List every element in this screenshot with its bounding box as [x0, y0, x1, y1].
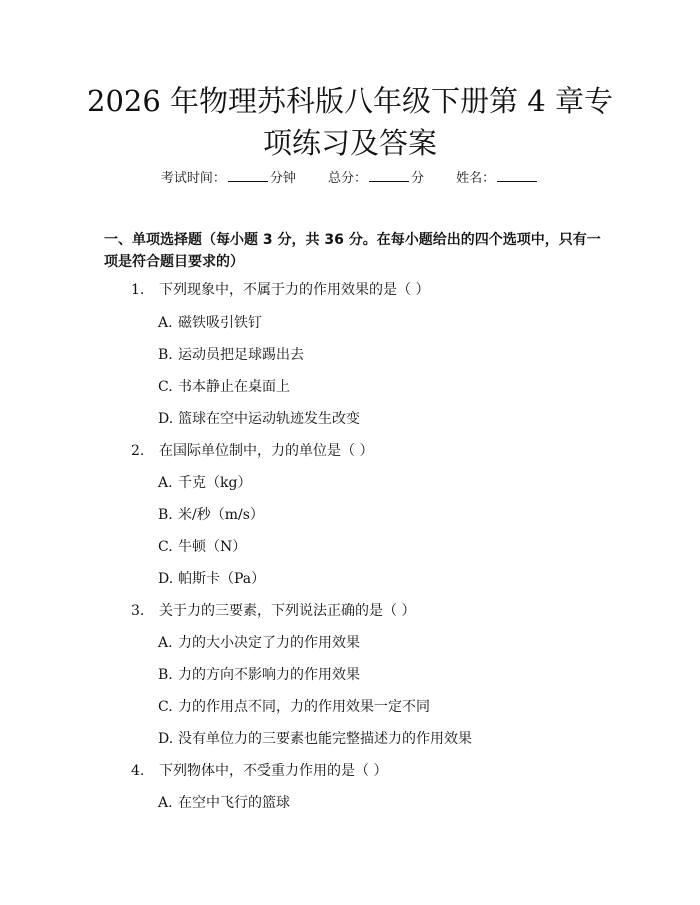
total-score-unit: 分: [411, 171, 425, 186]
option: [158, 505, 264, 525]
question: [131, 601, 415, 621]
question-number: 4.: [131, 763, 145, 779]
option-letter: B.: [158, 507, 173, 523]
question-text: 关于力的三要素，下列说法正确的是（ ）: [159, 603, 416, 619]
option: [158, 569, 265, 589]
option-letter: A.: [158, 315, 173, 331]
option-text: 米/秒（m/s）: [178, 507, 264, 523]
student-name-blank: [497, 168, 537, 182]
page-title: 2026 年物理苏科版八年级下册第 4 章专项练习及答案: [87, 84, 613, 160]
question-text: 下列物体中，不受重力作用的是（ ）: [159, 763, 388, 779]
exam-meta: [0, 168, 700, 189]
option-letter: D.: [158, 731, 174, 747]
exam-time-unit: 分钟: [269, 171, 296, 186]
option: [158, 633, 360, 653]
question-number: 2.: [131, 443, 145, 459]
section-heading: 一、单项选择题（每小题 3 分，共 36 分。在每小题给出的四个选项中，只有一项是符合题目要求的）: [104, 232, 601, 270]
exam-time: [161, 168, 296, 189]
option-text: 力的方向不影响力的作用效果: [178, 667, 360, 683]
option: [158, 345, 304, 365]
option-text: 帕斯卡（Pa）: [178, 571, 266, 587]
option-text: 磁铁吸引铁钉: [178, 315, 262, 331]
option: [158, 729, 472, 749]
option-letter: B.: [158, 347, 173, 363]
option: [158, 377, 290, 397]
option-letter: D.: [158, 411, 174, 427]
option-text: 运动员把足球踢出去: [178, 347, 304, 363]
option: [158, 409, 360, 429]
option: [158, 697, 430, 717]
option: [158, 473, 251, 493]
option-text: 牛顿（N）: [178, 539, 247, 555]
total-score-label: 总分：: [327, 171, 367, 186]
option-letter: D.: [158, 571, 174, 587]
question-number: 1.: [131, 282, 145, 298]
option-text: 书本静止在桌面上: [178, 379, 290, 395]
question-number: 3.: [131, 603, 145, 619]
option-letter: A.: [158, 795, 173, 811]
question-text: 下列现象中，不属于力的作用效果的是（ ）: [159, 282, 430, 298]
option: [158, 793, 290, 813]
option-text: 力的大小决定了力的作用效果: [178, 635, 360, 651]
student-name-label: 姓名：: [456, 171, 496, 186]
option-letter: A.: [158, 635, 173, 651]
option-text: 篮球在空中运动轨迹发生改变: [178, 411, 360, 427]
option-letter: C.: [158, 539, 173, 555]
question: [131, 761, 387, 781]
option: [158, 665, 360, 685]
student-name: [456, 168, 539, 189]
exam-time-label: 考试时间：: [160, 171, 226, 186]
option-text: 没有单位力的三要素也能完整描述力的作用效果: [178, 731, 472, 747]
total-score: [328, 168, 424, 189]
option-letter: C.: [158, 379, 173, 395]
option-letter: B.: [158, 667, 173, 683]
total-score-blank: [369, 168, 409, 182]
option: [158, 313, 262, 333]
option: [158, 537, 246, 557]
option-text: 力的作用点不同，力的作用效果一定不同: [178, 699, 430, 715]
question: [131, 441, 373, 461]
option-letter: A.: [158, 475, 173, 491]
exam-time-blank: [228, 168, 268, 182]
question: [131, 280, 429, 300]
option-letter: C.: [158, 699, 173, 715]
option-text: 千克（kg）: [178, 475, 252, 491]
option-text: 在空中飞行的篮球: [178, 795, 290, 811]
question-text: 在国际单位制中，力的单位是（ ）: [159, 443, 374, 459]
